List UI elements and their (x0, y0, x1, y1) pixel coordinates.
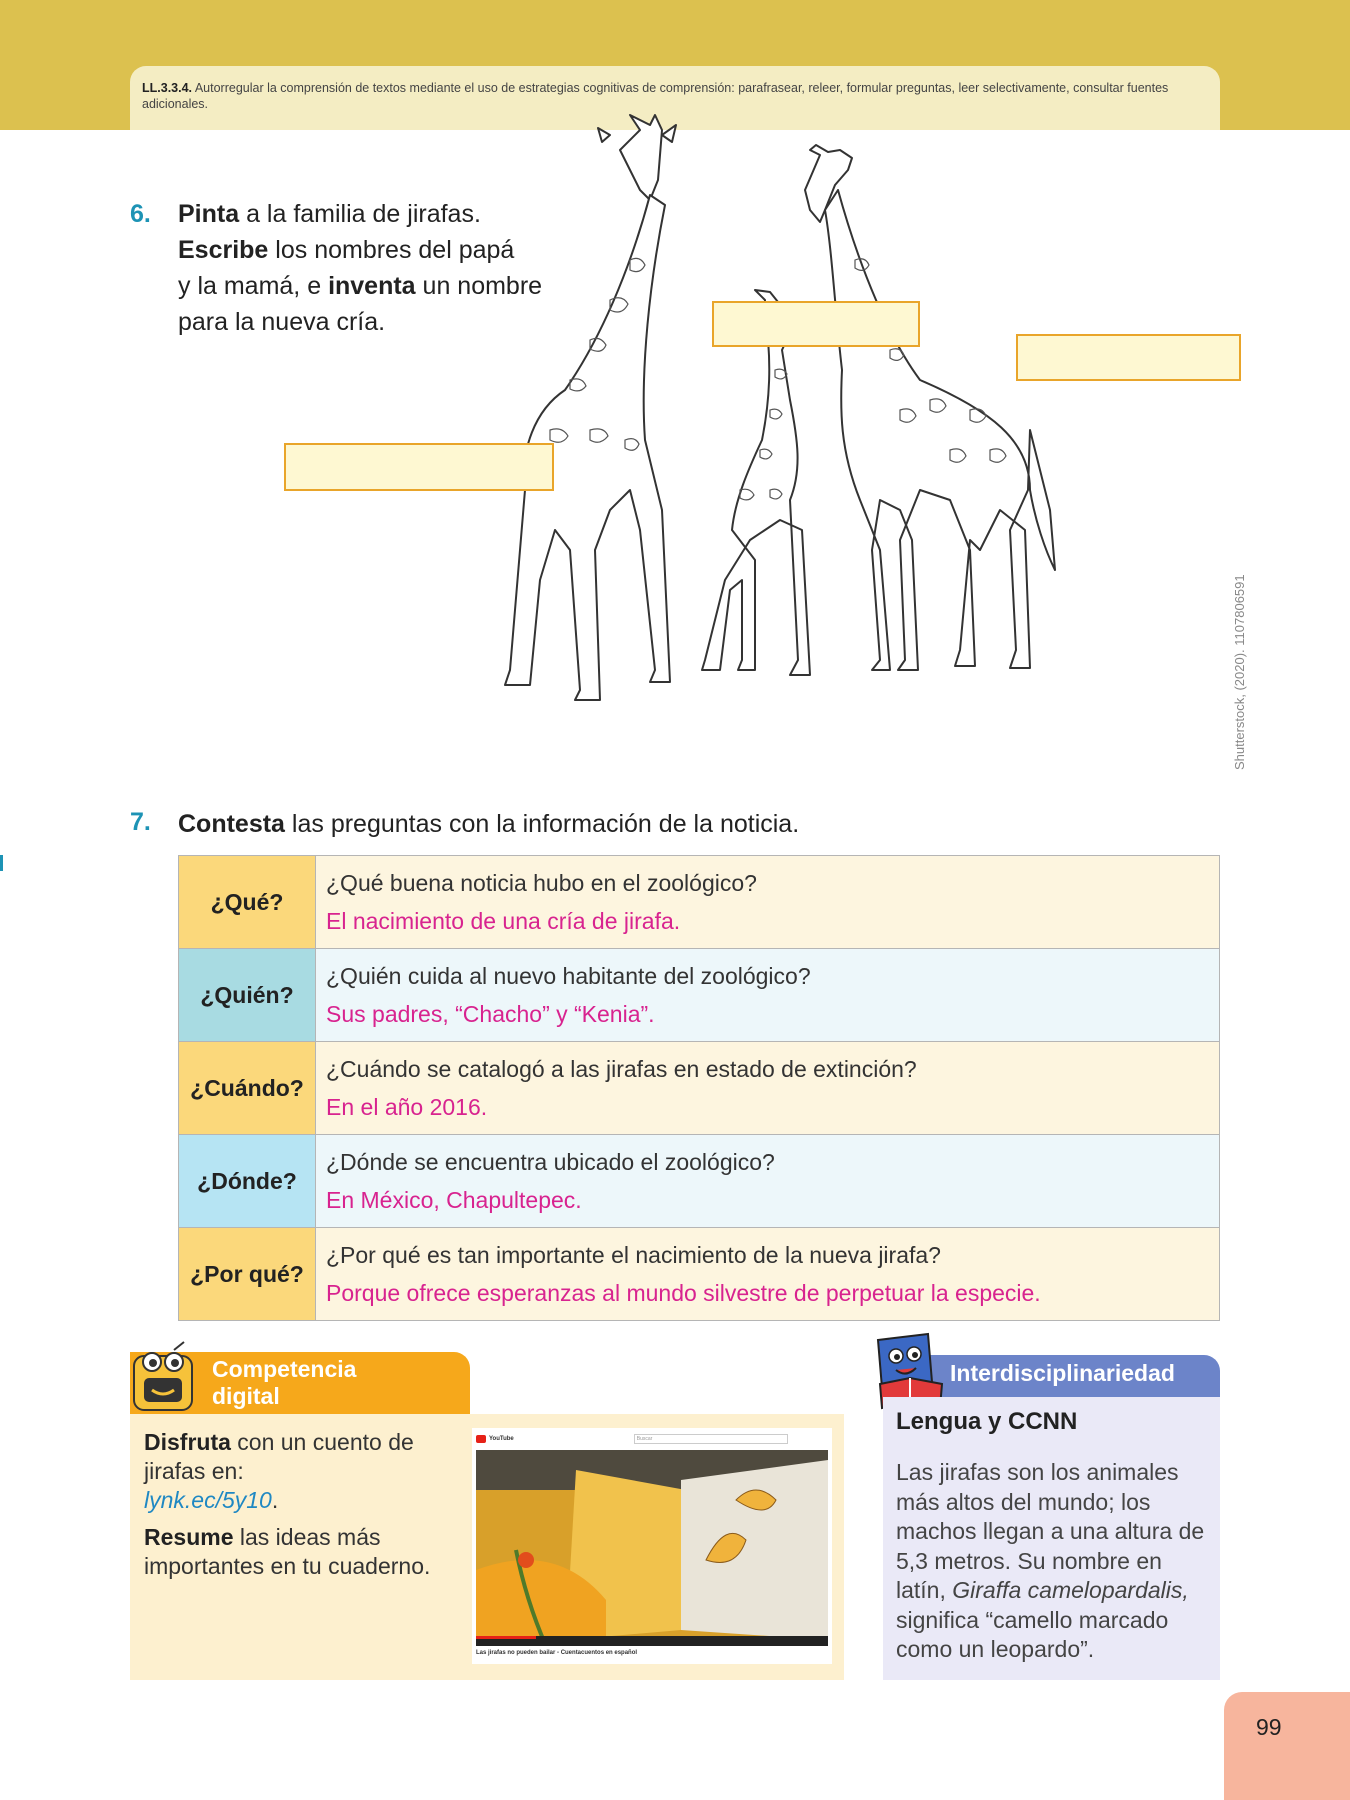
q6-verb-paint: Pinta (178, 200, 240, 228)
row-answer[interactable]: En México, Chapultepec. (326, 1187, 582, 1213)
row-content (316, 1042, 1220, 1135)
row-content (316, 856, 1220, 949)
q6-line2: los nombres del papá (268, 236, 515, 264)
baby-giraffe-body (702, 290, 810, 675)
video-frame (476, 1450, 828, 1646)
video-brand: YouTube (489, 1436, 514, 1442)
video-thumbnail[interactable] (472, 1428, 832, 1664)
digital-title-line1: Competencia (212, 1356, 357, 1382)
row-content (316, 1135, 1220, 1228)
row-answer[interactable]: Sus padres, “Chacho” y “Kenia”. (326, 1001, 655, 1027)
page-number-tab (1224, 1692, 1350, 1800)
row-answer[interactable]: En el año 2016. (326, 1094, 488, 1120)
video-caption: Las jirafas no pueden bailar - Cuentacuentos en español (476, 1650, 638, 1656)
story-link[interactable]: lynk.ec/5y10 (144, 1487, 272, 1513)
skill-code: LL.3.3.4. (142, 81, 193, 95)
table-row (179, 856, 1220, 949)
q6-line1: a la familia de jirafas. (239, 200, 481, 228)
row-content (316, 1228, 1220, 1321)
youtube-logo-icon (476, 1435, 486, 1443)
digital-p2: las ideas más importantes en tu cuaderno. (144, 1524, 431, 1579)
row-label: ¿Por qué? (179, 1228, 316, 1321)
row-label: ¿Dónde? (179, 1135, 316, 1228)
table-row (179, 949, 1220, 1042)
video-search-input[interactable]: Buscar (634, 1434, 788, 1444)
row-question: ¿Qué buena noticia hubo en el zoológico? (326, 870, 757, 896)
row-content (316, 949, 1220, 1042)
inter-text-after: significa “camello marcado como un leopardo”. (896, 1606, 1169, 1662)
row-answer[interactable]: El nacimiento de una cría de jirafa. (326, 908, 681, 934)
table-row (179, 1135, 1220, 1228)
digital-title-line2: digital (212, 1383, 280, 1409)
table-row (179, 1042, 1220, 1135)
row-question: ¿Cuándo se catalogó a las jirafas en estado de extinción? (326, 1056, 917, 1082)
question-6-number: 6. (130, 200, 151, 228)
inter-text-before: Las jirafas son los animales más altos del mundo; los machos llegan a una altura de 5,3 metros. Su nombre en latín, (896, 1459, 1205, 1603)
video-topbar (476, 1432, 828, 1446)
robot-mascot-icon (126, 1340, 202, 1418)
q6-verb-write: Escribe (178, 236, 269, 264)
row-label: ¿Quién? (179, 949, 316, 1042)
q6-line3-rest: un nombre (415, 272, 543, 300)
q6-line4: para la nueva cría. (178, 308, 386, 336)
q6-verb-invent: inventa (328, 272, 416, 300)
interdisciplinary-header: Interdisciplinariedad (900, 1355, 1220, 1397)
link-period: . (271, 1487, 279, 1513)
q7-verb-answer: Contesta (178, 810, 285, 838)
qa-table (178, 855, 1220, 1321)
digital-verb-summarize: Resume (144, 1524, 234, 1550)
left-giraffe-body (620, 115, 662, 200)
name-box-right-giraffe[interactable] (1016, 334, 1241, 381)
row-question: ¿Por qué es tan importante el nacimiento de la nueva jirafa? (326, 1242, 941, 1268)
skill-text: Autorregular la comprensión de textos mediante el uso de estrategias cognitivas de comprensión: parafrasear, releer, formular preguntas, leer selectivamente, consultar fuentes adicionales. (142, 81, 1169, 111)
interdisciplinary-title: Lengua y CCNN (896, 1408, 1078, 1435)
name-box-baby-giraffe[interactable] (712, 301, 920, 347)
row-question: ¿Dónde se encuentra ubicado el zoológico? (326, 1149, 775, 1175)
margin-mark (0, 855, 3, 871)
image-credit: Shutterstock, (2020). 1107806591 (1232, 574, 1247, 770)
question-7-instructions (178, 806, 799, 842)
row-label: ¿Cuándo? (179, 1042, 316, 1135)
digital-competence-text (144, 1428, 464, 1581)
name-box-left-giraffe[interactable] (284, 443, 554, 491)
row-answer[interactable]: Porque ofrece esperanzas al mundo silvestre de perpetuar la especie. (326, 1280, 1041, 1306)
digital-p1: con un cuento de jirafas en: (144, 1429, 414, 1484)
row-question: ¿Quién cuida al nuevo habitante del zoológico? (326, 963, 811, 989)
giraffe-family-illustration (480, 110, 1240, 800)
page-number: 99 (1256, 1714, 1282, 1740)
question-7-number: 7. (130, 808, 151, 836)
table-row (179, 1228, 1220, 1321)
row-label: ¿Qué? (179, 856, 316, 949)
interdisciplinary-text (896, 1458, 1214, 1665)
q6-line3-start: y la mamá, e (178, 272, 329, 300)
latin-name: Giraffa camelopardalis, (952, 1577, 1189, 1603)
digital-verb-enjoy: Disfruta (144, 1429, 231, 1455)
q7-rest: las preguntas con la información de la noticia. (284, 810, 800, 838)
